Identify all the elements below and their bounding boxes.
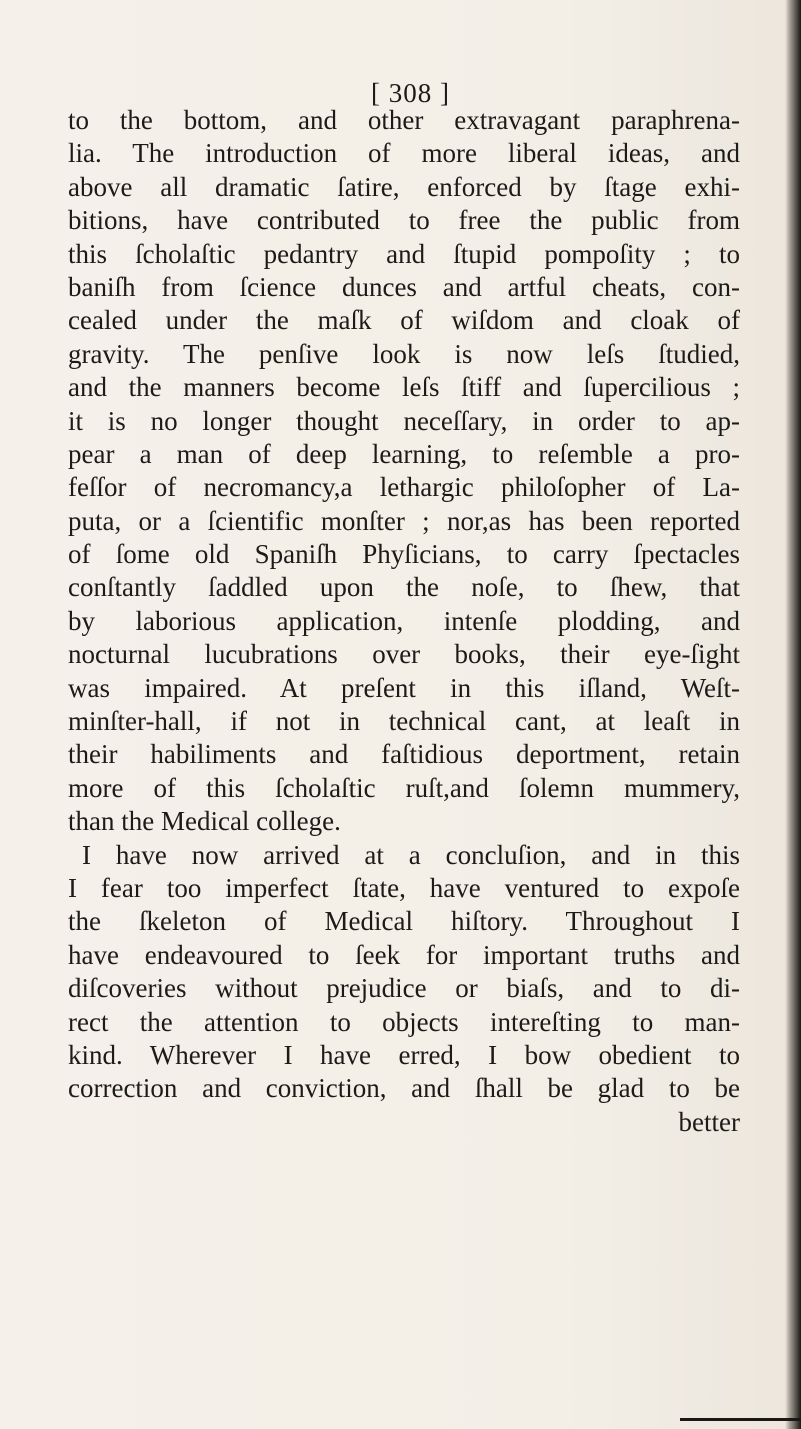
text-line: cealed under the maſk of wiſdom and cloak of bbox=[68, 305, 740, 336]
text-line: it is no longer thought neceſſary, in order to ap- bbox=[68, 405, 740, 436]
text-line: this ſcholaſtic pedantry and ſtupid pompoſity ; to bbox=[68, 238, 740, 269]
text-line: kind. Wherever I have erred, I bow obedient to bbox=[68, 1039, 740, 1070]
text-line: than the Medical college. bbox=[68, 806, 341, 837]
text-line: to the bottom, and other extravagant paraphrena- bbox=[68, 105, 740, 135]
text-line: pear a man of deep learning, to reſemble a pro- bbox=[68, 438, 740, 469]
catchword: better bbox=[678, 1106, 740, 1137]
text-line: have endeavoured to ſeek for important truths and bbox=[68, 939, 740, 970]
text-line: their habiliments and faſtidious deportment, retain bbox=[68, 739, 740, 770]
text-line: gravity. The penſive look is now leſs ſtudied, bbox=[68, 338, 740, 369]
body-text bbox=[68, 104, 740, 1139]
text-line: diſcoveries without prejudice or biaſs, and to di- bbox=[68, 973, 740, 1004]
text-line: bitions, have contributed to free the public from bbox=[68, 205, 740, 236]
text-line: above all dramatic ſatire, enforced by ſtage exhi- bbox=[68, 171, 740, 202]
text-line: more of this ſcholaſtic ruſt,and ſolemn mummery, bbox=[68, 772, 740, 803]
text-line: the ſkeleton of Medical hiſtory. Throughout I bbox=[68, 906, 740, 937]
text-line: nocturnal lucubrations over books, their eye-ſight bbox=[68, 639, 740, 670]
text-line: rect the attention to objects intereſting to man- bbox=[68, 1006, 740, 1037]
text-line: puta, or a ſcientific monſter ; nor,as has been reported bbox=[68, 505, 740, 536]
text-line: and the manners become leſs ſtiff and ſupercilious ; bbox=[68, 372, 740, 403]
text-line: I fear too imperfect ſtate, have ventured to expoſe bbox=[68, 872, 740, 903]
text-line: I have now arrived at a concluſion, and in this bbox=[82, 839, 740, 870]
text-line: lia. The introduction of more liberal ideas, and bbox=[68, 138, 740, 169]
text-line: correction and conviction, and ſhall be glad to be bbox=[68, 1073, 740, 1104]
text-line: was impaired. At preſent in this iſland, Weſt- bbox=[68, 672, 740, 703]
text-line: conſtantly ſaddled upon the noſe, to ſhew, that bbox=[68, 572, 740, 603]
text-line: of ſome old Spaniſh Phyſicians, to carry ſpectacles bbox=[68, 539, 740, 570]
text-line: minſter-hall, if not in technical cant, at leaſt in bbox=[68, 706, 740, 737]
page-spine-shadow bbox=[785, 0, 801, 1429]
page-edge-rule bbox=[680, 1418, 801, 1421]
text-line: baniſh from ſcience dunces and artful cheats, con- bbox=[68, 271, 740, 302]
page-number: [ 308 ] bbox=[371, 78, 450, 108]
text-line: by laborious application, intenſe plodding, and bbox=[68, 605, 740, 636]
text-line: feſſor of necromancy,a lethargic philoſopher of La- bbox=[68, 472, 740, 503]
